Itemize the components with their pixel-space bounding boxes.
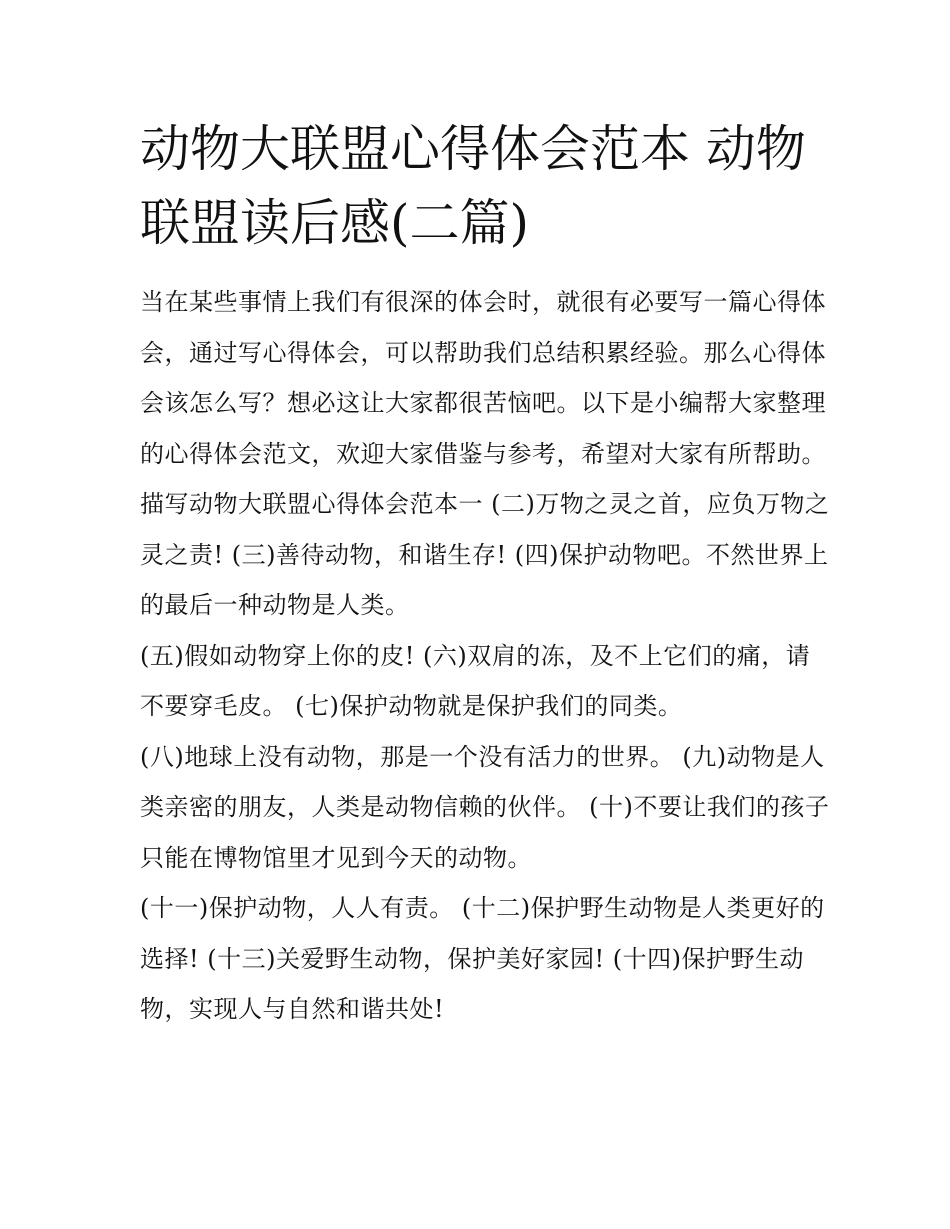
paragraph-eleven-to-fourteen: (十一)保护动物，人人有责。 (十二)保护野生动物是人类更好的选择! (十三)关爱野生动物，保护美好家园! (十四)保护野生动物，实现人与自然和谐共处! (140, 894, 825, 1023)
paragraph-sample-one: 描写动物大联盟心得体会范本一 (二)万物之灵之首，应负万物之灵之责! (三)善待动物，和谐生存! (四)保护动物吧。不然世界上的最后一种动物是人类。 (140, 490, 830, 619)
document-title: 动物大联盟心得体会范本 动物联盟读后感(二篇) (140, 120, 806, 252)
paragraph-intro: 当在某些事情上我们有很深的体会时，就很有必要写一篇心得体会，通过写心得体会，可以帮助我们总结积累经验。那么心得体会该怎么写？想必这让大家都很苦恼吧。以下是小编帮大家整理的心得体会范文，欢迎大家借鉴与参考，希望对大家有所帮助。 (140, 288, 826, 468)
paragraph-eight-to-ten: (八)地球上没有动物，那是一个没有活力的世界。 (九)动物是人类亲密的朋友，人类是动物信赖的伙伴。 (十)不要让我们的孩子只能在博物馆里才见到今天的动物。 (140, 742, 830, 872)
paragraph-five-to-seven: (五)假如动物穿上你的皮! (六)双肩的冻，及不上它们的痛，请不要穿毛皮。 (七)保护动物就是保护我们的同类。 (140, 641, 811, 720)
document-body (140, 277, 830, 1035)
